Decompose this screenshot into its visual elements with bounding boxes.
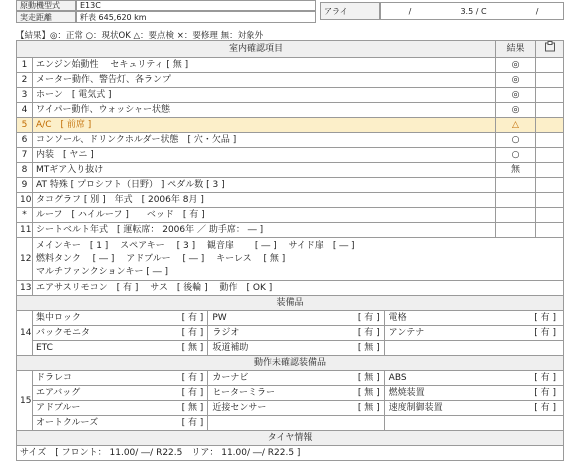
equipment-item — [389, 401, 560, 415]
equipment-name: 近接センサー — [212, 403, 267, 413]
row-result: 無 — [496, 163, 536, 178]
equipment-value: [ 有 ] — [181, 313, 204, 323]
equipment-item — [389, 371, 560, 385]
row-number: 7 — [17, 148, 33, 163]
equipment-name: バックモニタ — [36, 328, 91, 338]
row-result: ◎ — [496, 58, 536, 73]
table-row — [17, 416, 564, 431]
mileage-label-cell — [16, 11, 76, 23]
equipment-name: ドラレコ — [36, 373, 73, 383]
equipment-item — [389, 311, 560, 325]
row-number: 1 — [17, 58, 33, 73]
equipment-item — [212, 401, 384, 415]
equipment-value: [ 有 ] — [534, 328, 556, 338]
row-item: ホーン [ 電気式 ] — [33, 88, 496, 103]
row-extra — [536, 133, 564, 148]
equipment-value: [ 無 ] — [357, 343, 380, 353]
equipment-item — [36, 326, 208, 340]
keys-cell — [33, 238, 564, 281]
row-extra — [536, 118, 564, 133]
row-result: △ — [496, 118, 536, 133]
equipment-value: [ 無 ] — [357, 388, 380, 398]
alignment-value-cell — [380, 2, 564, 20]
equipment-name: ABS — [388, 373, 407, 383]
tire-row — [17, 446, 564, 461]
row-result — [496, 178, 536, 193]
row-number: * — [17, 208, 33, 223]
equipment-name: ETC — [36, 343, 53, 353]
equipment-item — [389, 416, 560, 430]
equipment-item — [389, 386, 560, 400]
model-label-cell — [16, 0, 76, 11]
equipment-grid-cell — [33, 341, 564, 356]
row-item: エンジン始動性 セキュリティ [ 無 ] — [33, 58, 496, 73]
equipment-item — [36, 371, 208, 385]
row-number: 10 — [17, 193, 33, 208]
row-item: メーター動作、警告灯、各ランプ — [33, 73, 496, 88]
table-row — [17, 193, 564, 208]
equipment-name: アンテナ — [388, 328, 425, 338]
row-item: ワイパー動作、ウォッシャー状態 — [33, 103, 496, 118]
row-extra — [536, 88, 564, 103]
model-value-cell — [76, 0, 316, 11]
tire-title: タイヤ情報 — [17, 431, 564, 446]
equipment-name: オートクルーズ — [36, 418, 99, 428]
equipment-item — [36, 341, 208, 355]
equipment-grid-cell — [33, 386, 564, 401]
unconfirmed-title: 動作未確認装備品 — [17, 356, 564, 371]
row-extra — [536, 163, 564, 178]
model-label: 原動機型式 — [20, 1, 60, 10]
equipment-name: 電格 — [388, 313, 407, 323]
interior-section-header — [17, 41, 564, 58]
row-extra — [536, 178, 564, 193]
equipment-name: ラジオ — [212, 328, 240, 338]
row-item: ルーフ [ ハイルーフ ] ベッド [ 有 ] — [33, 208, 496, 223]
equipment-item — [36, 386, 208, 400]
table-row — [17, 223, 564, 238]
equipment-name: アドブルー — [36, 403, 81, 413]
table-row — [17, 103, 564, 118]
row-number: 2 — [17, 73, 33, 88]
table-row — [17, 281, 564, 296]
alignment-label: アライ — [324, 6, 348, 16]
equipment-item — [212, 311, 384, 325]
row-item: A/C [ 前席 ] — [33, 118, 496, 133]
row-number: 3 — [17, 88, 33, 103]
equipment-value: [ 有 ] — [357, 313, 380, 323]
row-result: ◎ — [496, 73, 536, 88]
model-value: E13C — [80, 1, 101, 10]
equipment-item — [36, 311, 208, 325]
row-item: AT 特殊 [ プロシフト（日野） ] ペダル数 [ 3 ] — [33, 178, 496, 193]
table-row — [17, 178, 564, 193]
row-result — [496, 223, 536, 238]
equipment-item — [212, 416, 384, 430]
table-row — [17, 386, 564, 401]
equipment-value: [ 無 ] — [357, 373, 380, 383]
row-item: タコグラフ [ 別 ] 年式 [ 2006年 8月 ] — [33, 193, 496, 208]
row-item: シートベルト年式 [ 運転席： 2006年 ／ 助手席： ― ] — [33, 223, 496, 238]
row-extra — [536, 223, 564, 238]
row-number: 9 — [17, 178, 33, 193]
equipment-value: [ 無 ] — [181, 343, 204, 353]
row-result: ◎ — [496, 103, 536, 118]
equipment-value: [ 有 ] — [534, 373, 556, 383]
equipment-value: [ 無 ] — [357, 403, 380, 413]
keys-line-3: マルチファンクションキー [ ― ] — [36, 266, 169, 277]
equipment-grid-cell — [33, 401, 564, 416]
row-result: ○ — [496, 133, 536, 148]
equipment-name: 坂道補助 — [212, 343, 249, 353]
row-number: 5 — [17, 118, 33, 133]
equipment-name: 燃焼装置 — [388, 388, 425, 398]
equipment-grid-cell — [33, 311, 564, 326]
row-result: ○ — [496, 148, 536, 163]
table-row — [17, 88, 564, 103]
equipment-value: [ 有 ] — [181, 418, 204, 428]
row-result — [496, 193, 536, 208]
table-row — [17, 311, 564, 326]
row-item: 内装 [ ヤニ ] — [33, 148, 496, 163]
mileage-value: 粁表 645,620 km — [80, 12, 147, 22]
equipment-name: ヒーターミラー — [212, 388, 275, 398]
row-number: 12 — [17, 238, 33, 281]
equipment-grid-cell — [33, 371, 564, 386]
equipment-item — [389, 326, 560, 340]
mileage-value-cell — [76, 11, 316, 23]
equipment-item — [212, 386, 384, 400]
equipment-value: [ 有 ] — [181, 373, 204, 383]
alignment-slash-2: / — [535, 6, 539, 16]
equipment-value: [ 有 ] — [534, 403, 556, 413]
row-number: 6 — [17, 133, 33, 148]
row-extra — [536, 208, 564, 223]
inspection-table — [16, 40, 564, 461]
row-extra — [536, 73, 564, 88]
tire-size-cell: サイズ [ フロント： 11.00/ ―/ R22.5 リア： 11.00/ ―/ R22.5 ] — [17, 446, 564, 461]
row-extra — [536, 58, 564, 73]
equipment-name: PW — [212, 313, 227, 323]
result-header: 結果 — [496, 41, 536, 58]
row-extra — [536, 148, 564, 163]
table-row — [17, 118, 564, 133]
table-row — [17, 341, 564, 356]
interior-section-title: 室内確認項目 — [17, 41, 496, 58]
alignment-slash-1: / — [408, 6, 412, 16]
row-number: 8 — [17, 163, 33, 178]
unconfirmed-section-header — [17, 356, 564, 371]
equipment-title: 装備品 — [17, 296, 564, 311]
equipment-value: [ 有 ] — [357, 328, 380, 338]
row-extra — [536, 103, 564, 118]
alignment-label-cell — [320, 2, 380, 20]
equipment-name: エアバッグ — [36, 388, 81, 398]
equipment-grid-cell — [33, 326, 564, 341]
row-result — [496, 208, 536, 223]
table-row — [17, 326, 564, 341]
equipment-section-header — [17, 296, 564, 311]
row-number: 4 — [17, 103, 33, 118]
row-item: コンソール、ドリンクホルダー状態 [ 穴・欠品 ] — [33, 133, 496, 148]
row-number: 15 — [17, 371, 33, 431]
equipment-item — [36, 401, 208, 415]
equipment-value: [ 無 ] — [181, 403, 204, 413]
table-row — [17, 148, 564, 163]
row-number: 11 — [17, 223, 33, 238]
row-item: MTギア入り抜け — [33, 163, 496, 178]
header-icon-cell — [536, 41, 564, 58]
row-extra — [536, 193, 564, 208]
table-row — [17, 163, 564, 178]
tire-section-header — [17, 431, 564, 446]
equipment-name: 集中ロック — [36, 313, 81, 323]
legend-text: 【結果】◎：正常 ○：現状OK △：要点検 ×：要修理 無：対象外 — [16, 31, 264, 41]
equipment-item — [212, 371, 384, 385]
table-row — [17, 73, 564, 88]
table-row — [17, 401, 564, 416]
equipment-grid-cell — [33, 416, 564, 431]
equipment-name: カーナビ — [212, 373, 249, 383]
row-number: 14 — [17, 311, 33, 356]
equipment-value: [ 有 ] — [181, 328, 204, 338]
table-row — [17, 238, 564, 281]
table-row — [17, 371, 564, 386]
equipment-item — [389, 341, 560, 355]
equipment-value: [ 有 ] — [181, 388, 204, 398]
keys-line-1: メインキー [ 1 ] スペアキー [ 3 ] 観音扉 [ ― ] サイド扉 [ ― ] — [36, 240, 355, 251]
table-row — [17, 208, 564, 223]
table-row — [17, 133, 564, 148]
equipment-item — [212, 326, 384, 340]
mileage-label: 実走距離 — [20, 12, 52, 22]
equipment-item — [212, 341, 384, 355]
row-result: ◎ — [496, 88, 536, 103]
equipment-name: 速度制御装置 — [388, 403, 443, 413]
equipment-item — [36, 416, 208, 430]
clipboard-icon — [544, 42, 556, 55]
equipment-value: [ 有 ] — [534, 313, 556, 323]
keys-line-2: 燃料タンク [ ― ] アドブルー [ ― ] キーレス [ 無 ] — [36, 253, 286, 264]
row-number: 13 — [17, 281, 33, 296]
equipment-value: [ 有 ] — [534, 388, 556, 398]
table-row — [17, 58, 564, 73]
air-suspension-cell: エアサスリモコン [ 有 ] サス [ 後輪 ] 動作 [ OK ] — [33, 281, 564, 296]
alignment-value: 3.5 / C — [460, 6, 487, 16]
